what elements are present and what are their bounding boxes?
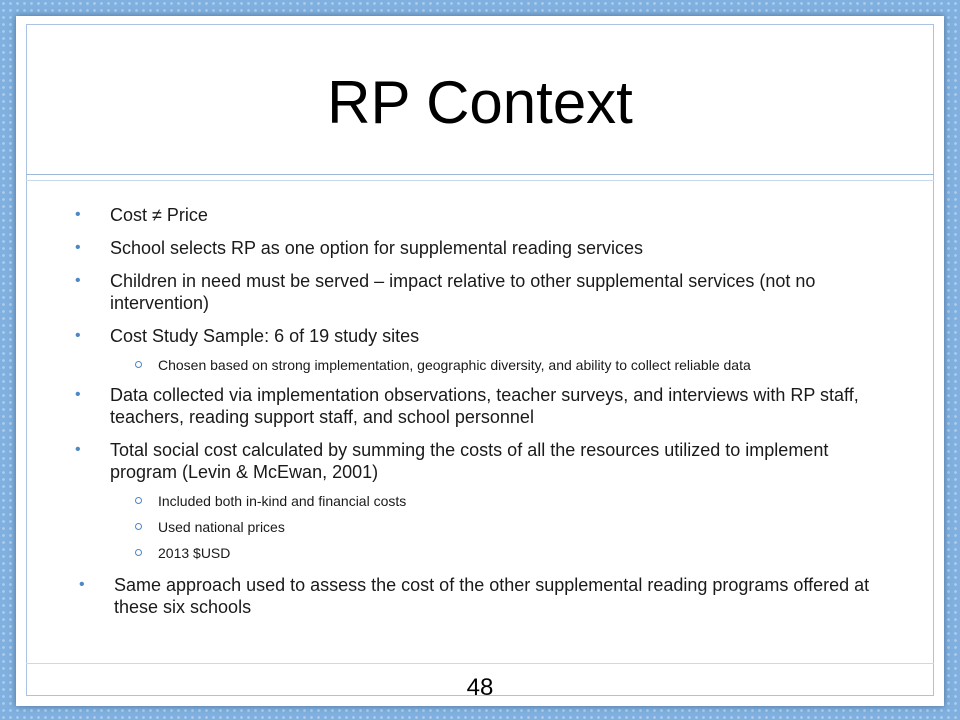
- title-band: [26, 24, 934, 175]
- sub-bullet-item: [75, 356, 875, 374]
- title-divider: [26, 180, 934, 181]
- bullet-dot-icon: •: [79, 576, 85, 593]
- circle-bullet-icon: [135, 549, 142, 556]
- circle-bullet-icon: [135, 361, 142, 368]
- page-number: 48: [466, 674, 494, 701]
- circle-bullet-icon: [135, 497, 142, 504]
- bullet-dot-icon: •: [75, 441, 81, 458]
- footer-divider: [26, 663, 934, 664]
- sub-bullet-text: Chosen based on strong implementation, geographic diversity, and ability to collect reliable data: [158, 357, 751, 373]
- bullet-dot-icon: •: [75, 206, 81, 223]
- bullet-item: [75, 439, 875, 483]
- slide: [16, 16, 944, 706]
- bullet-item: [75, 237, 875, 259]
- sub-bullet-item: [75, 492, 875, 510]
- sub-bullet-text: 2013 $USD: [158, 545, 231, 561]
- circle-bullet-icon: [135, 523, 142, 530]
- bullet-dot-icon: •: [75, 327, 81, 344]
- bullet-item: [75, 384, 875, 428]
- bullet-item: [75, 325, 875, 347]
- bullet-dot-icon: •: [75, 386, 81, 403]
- sub-bullet-item: [75, 518, 875, 536]
- sub-bullet-text: Included both in-kind and financial costs: [158, 493, 407, 509]
- sub-bullet-text: Used national prices: [158, 519, 285, 535]
- bullet-item: [79, 574, 875, 618]
- bullet-text: Data collected via implementation observations, teacher surveys, and interviews with RP staff, teachers, reading support staff, and school personnel: [110, 385, 859, 427]
- bullet-text: Same approach used to assess the cost of the other supplemental reading programs offered at these six schools: [114, 575, 870, 617]
- bullet-text: Children in need must be served – impact relative to other supplemental services (not no intervention): [110, 271, 816, 313]
- sub-bullet-item: [75, 544, 875, 562]
- slide-title: RP Context: [327, 68, 633, 136]
- bullet-item: [75, 204, 875, 226]
- bullet-text: Cost ≠ Price: [110, 205, 208, 225]
- bullet-text: Total social cost calculated by summing the costs of all the resources utilized to implement program (Levin & McEwan, 2001): [110, 440, 829, 482]
- bullet-item: [75, 270, 875, 314]
- bullet-text: Cost Study Sample: 6 of 19 study sites: [110, 326, 420, 346]
- slide-content: [75, 204, 875, 629]
- bullet-text: School selects RP as one option for supplemental reading services: [110, 238, 643, 258]
- bullet-dot-icon: •: [75, 272, 81, 289]
- bullet-dot-icon: •: [75, 239, 81, 256]
